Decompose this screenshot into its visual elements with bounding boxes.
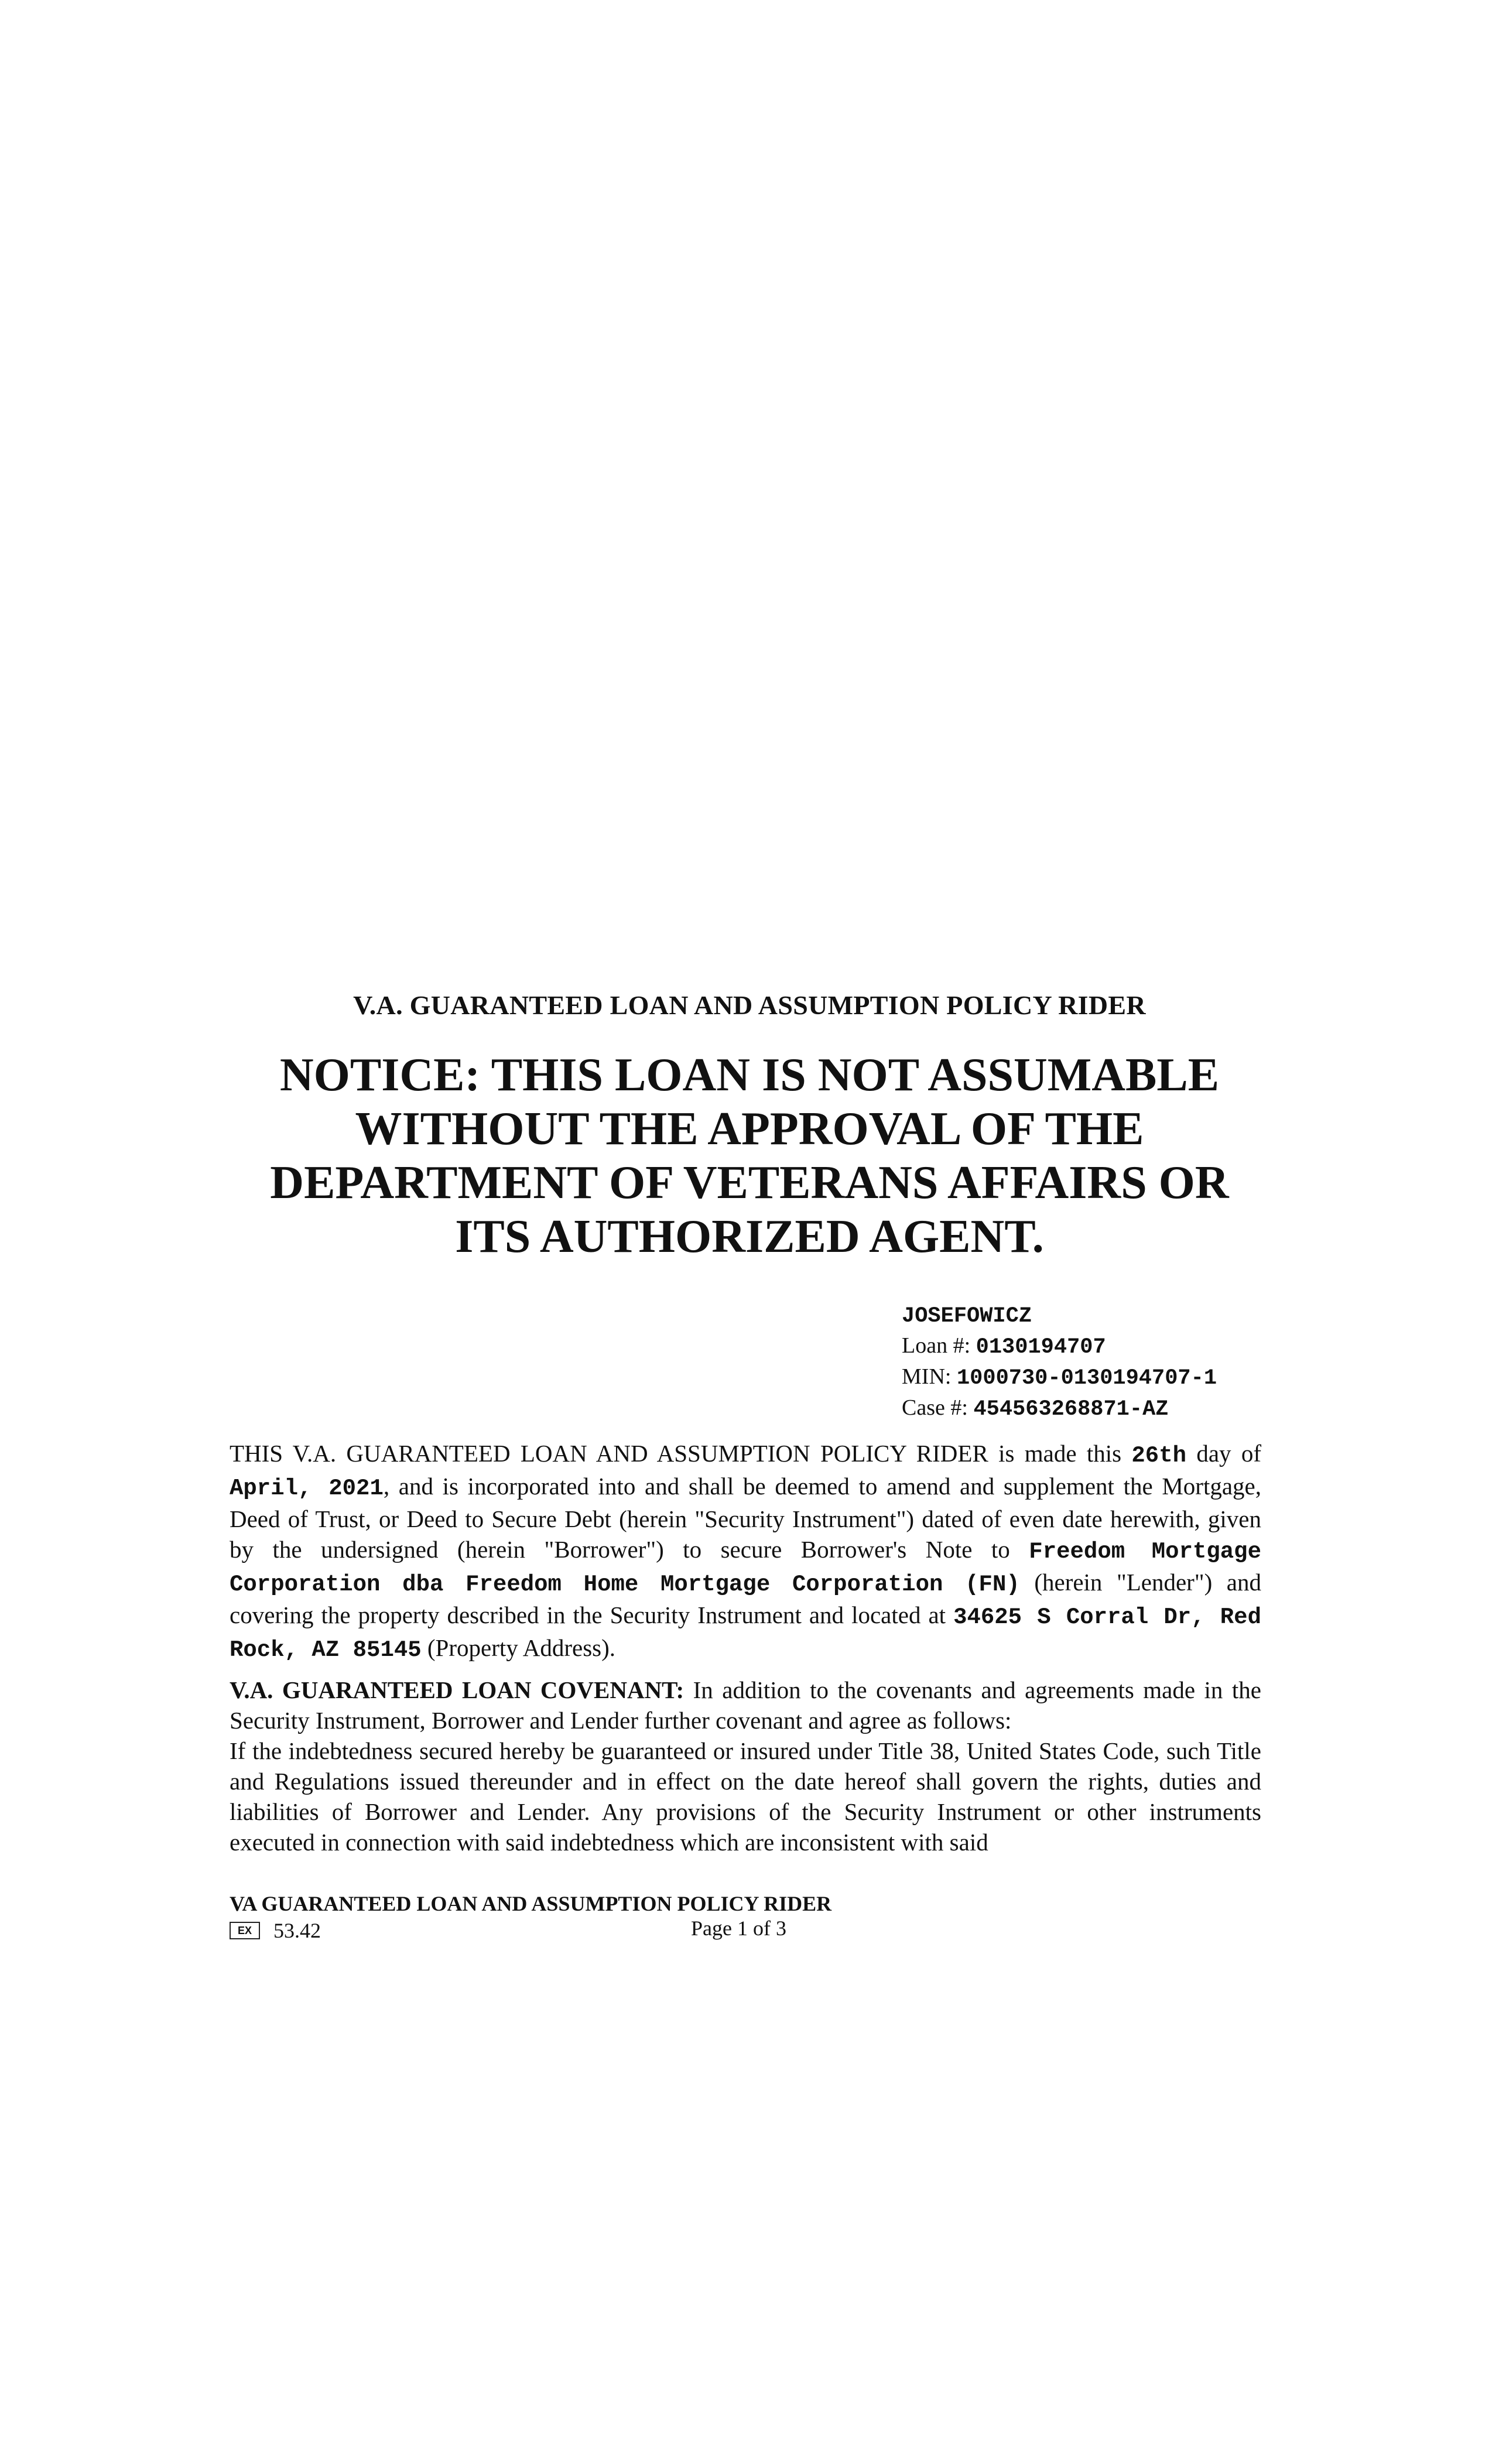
property-address: 34625 S Corral Dr, Red Rock, AZ 85145: [230, 1604, 1261, 1663]
loan-number-label: Loan #:: [902, 1333, 971, 1358]
assumption-notice: [223, 1048, 1276, 1264]
covenant-paragraph: [230, 1675, 1261, 1857]
borrower-name: JOSEFOWICZ: [902, 1304, 1032, 1329]
page-number: Page 1 of 3: [691, 1917, 786, 1940]
case-number: 454563268871-AZ: [973, 1397, 1169, 1422]
intro-text: , and is incorporated into and shall be deemed to amend and supplement the Mortgage, Deed of Trust, or Deed to Secure Debt (herein "Security Instrument") dated of even date herewith, given by the undersigned (herein "Borrower") to secure Borrower's Note to: [230, 1473, 1261, 1563]
form-number: 53.42: [273, 1918, 321, 1942]
covenant-text: If the indebtedness secured hereby be guaranteed or insured under Title 38, United States Code, such Title and Regulations issued thereunder and in effect on the date hereof shall govern the rights, duties and liabilities of Borrower and Lender. Any provisions of the Security Instrument or other instruments executed in connection with said indebtedness which are inconsistent with said: [230, 1737, 1261, 1856]
loan-number: 0130194707: [976, 1335, 1106, 1360]
intro-text: (herein "Lender") and covering the property described in the Security Instrument and located at: [230, 1569, 1261, 1628]
notice-line: DEPARTMENT OF VETERANS AFFAIRS OR: [270, 1157, 1229, 1209]
notice-line: NOTICE: THIS LOAN IS NOT ASSUMABLE: [279, 1049, 1220, 1101]
form-logo-icon: EX: [230, 1922, 260, 1939]
min-number: 1000730-0130194707-1: [956, 1366, 1217, 1391]
lender-name: Freedom Mortgage Corporation dba Freedom Home Mortgage Corporation (FN): [230, 1539, 1261, 1597]
case-number-label: Case #:: [902, 1395, 968, 1420]
intro-text: THIS V.A. GUARANTEED LOAN AND ASSUMPTION POLICY RIDER is made this: [230, 1440, 1132, 1467]
rider-day: 26th: [1131, 1443, 1187, 1469]
notice-line: ITS AUTHORIZED AGENT.: [455, 1211, 1044, 1262]
covenant-text: In addition to the covenants and agreements made in the Security Instrument, Borrower and Lender further covenant and agree as follows:: [230, 1676, 1261, 1734]
footer-title: VA GUARANTEED LOAN AND ASSUMPTION POLICY RIDER: [230, 1892, 832, 1915]
covenant-heading: V.A. GUARANTEED LOAN COVENANT:: [230, 1676, 685, 1703]
rider-month-year: April, 2021: [230, 1476, 384, 1501]
rider-title: V.A. GUARANTEED LOAN AND ASSUMPTION POLICY RIDER: [353, 990, 1146, 1020]
min-label: MIN:: [902, 1364, 952, 1389]
loan-identifiers: [902, 1300, 1217, 1424]
rider-intro-paragraph: [230, 1438, 1261, 1665]
page-footer: [230, 1891, 1261, 1942]
intro-text: (Property Address).: [421, 1634, 616, 1661]
notice-line: WITHOUT THE APPROVAL OF THE: [355, 1103, 1144, 1155]
intro-text: day of: [1186, 1440, 1261, 1467]
